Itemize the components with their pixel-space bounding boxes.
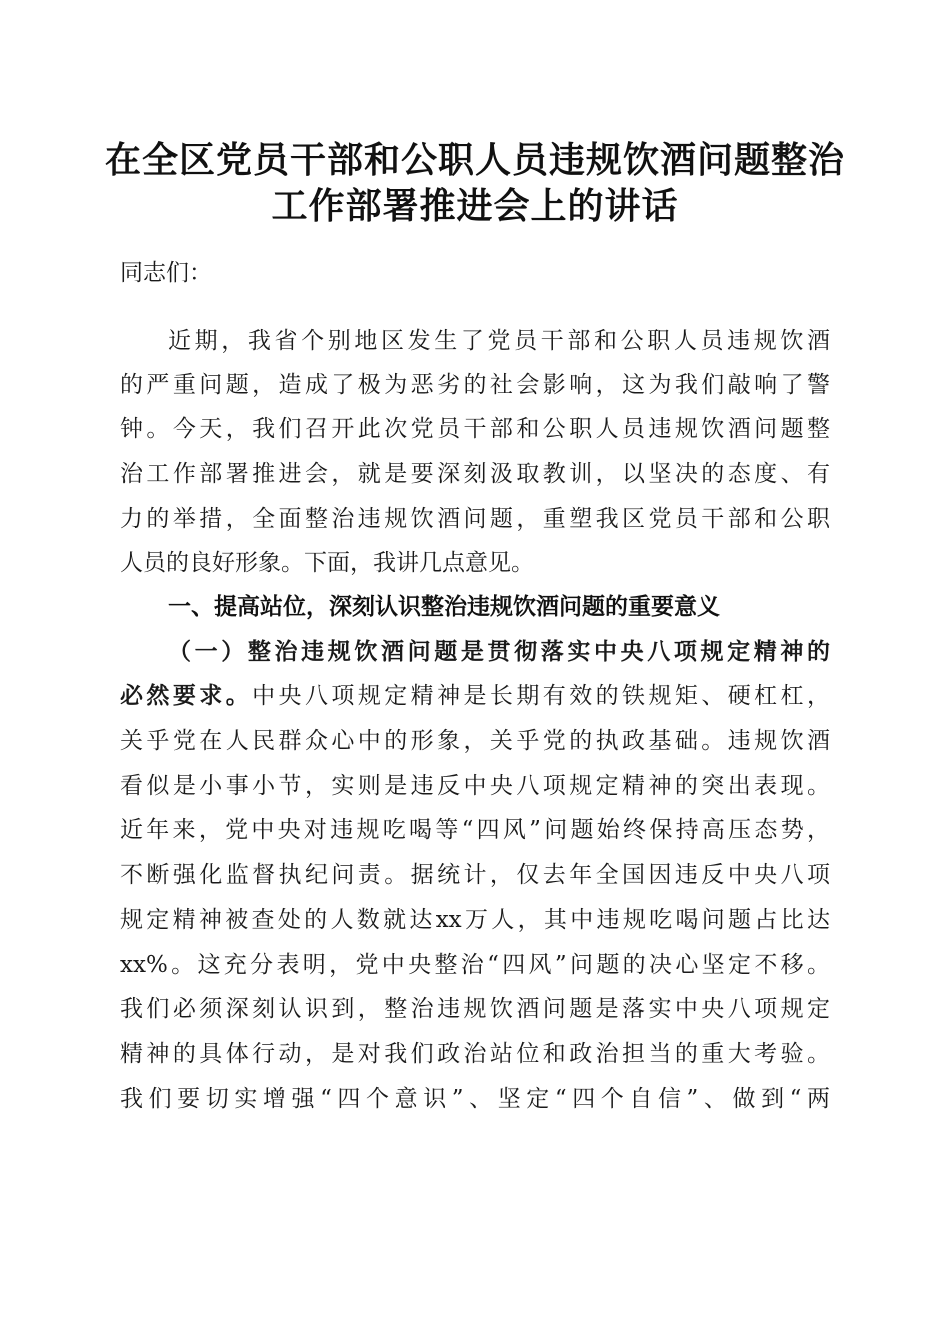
- intro-line: 治工作部署推进会，就是要深刻汲取教训，以坚决的态度、有: [120, 461, 830, 487]
- document-title-line-1: 在全区党员干部和公职人员违规饮酒问题整治: [104, 139, 845, 181]
- body-line: 我们必须深刻认识到，整治违规饮酒问题是落实中央八项规定: [120, 996, 830, 1022]
- section-heading-1: 一、提高站位，深刻认识整治违规饮酒问题的重要意义: [168, 594, 720, 620]
- body-line: 规定精神被查处的人数就达xx万人，其中违规吃喝问题占比达: [120, 907, 830, 933]
- subsection-heading-line: （一）整治违规饮酒问题是贯彻落实中央八项规定精神的: [168, 638, 830, 665]
- body-line: 不断强化监督执纪问责。据统计，仅去年全国因违反中央八项: [120, 862, 830, 888]
- salutation: 同志们：: [120, 260, 212, 286]
- intro-line: 近期，我省个别地区发生了党员干部和公职人员违规饮酒: [168, 328, 830, 354]
- intro-line: 钟。今天，我们召开此次党员干部和公职人员违规饮酒问题整: [120, 416, 830, 442]
- document-title-line-2: 工作部署推进会上的讲话: [271, 185, 679, 227]
- subsection-line-2: [120, 681, 830, 711]
- intro-line: 人员的良好形象。下面，我讲几点意见。: [120, 550, 534, 576]
- subsection-heading-tail: 必然要求。: [120, 682, 253, 709]
- body-line: 近年来，党中央对违规吃喝等“四风”问题始终保持高压态势，: [120, 817, 830, 843]
- intro-line: 力的举措，全面整治违规饮酒问题，重塑我区党员干部和公职: [120, 506, 830, 532]
- body-line: 关乎党在人民群众心中的形象，关乎党的执政基础。违规饮酒: [120, 728, 830, 754]
- body-line: xx%。这充分表明，党中央整治“四风”问题的决心坚定不移。: [120, 952, 830, 978]
- intro-line: 的严重问题，造成了极为恶劣的社会影响，这为我们敲响了警: [120, 372, 830, 398]
- body-line: 我们要切实增强“四个意识”、坚定“四个自信”、做到“两: [120, 1086, 830, 1112]
- subsection-line-rest: 中央八项规定精神是长期有效的铁规矩、硬杠杠，: [252, 683, 831, 709]
- body-line: 看似是小事小节，实则是违反中央八项规定精神的突出表现。: [120, 773, 830, 799]
- body-line: 精神的具体行动，是对我们政治站位和政治担当的重大考验。: [120, 1041, 830, 1067]
